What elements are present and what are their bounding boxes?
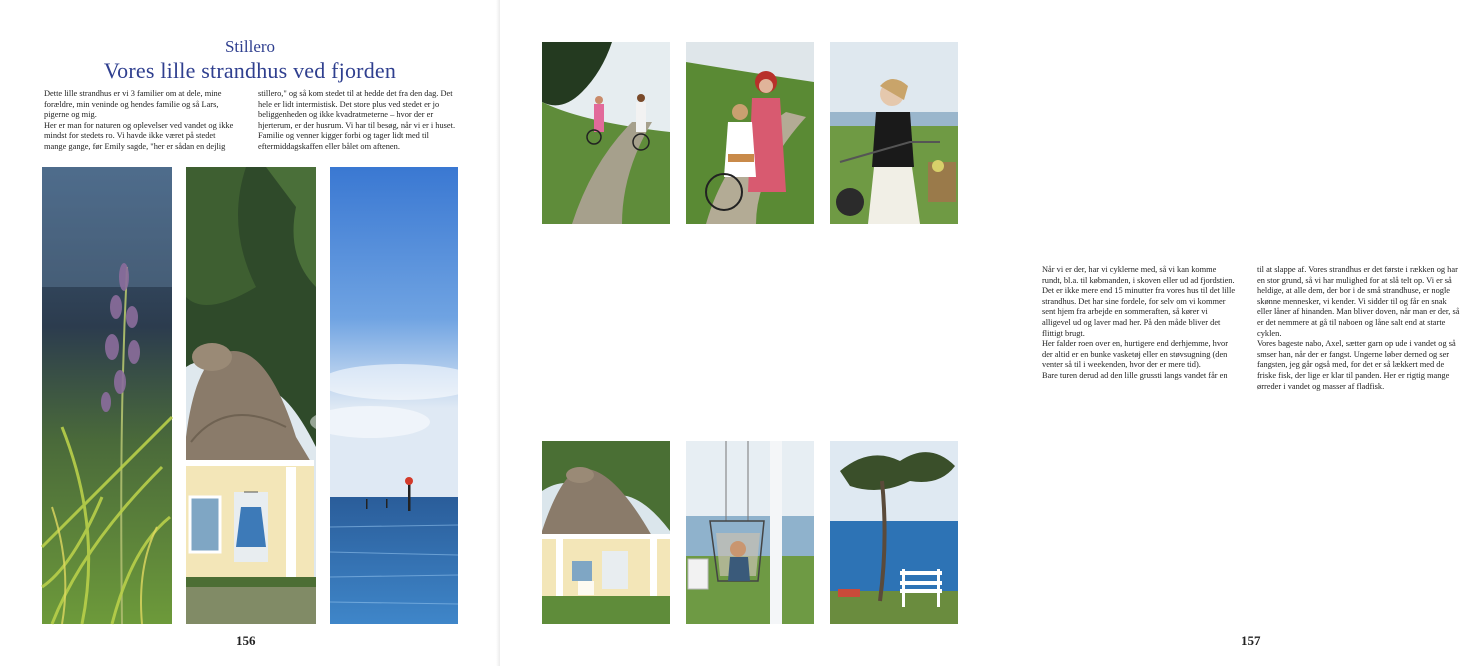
paragraph: Dette lille strandhus er vi 3 familier om at dele, mine forældre, min veninde og hendes familie og så Lars, pigerne og mig.	[44, 89, 222, 120]
paragraph: Her er man for naturen og oplevelser ved vandet og ikke mindst for stedets ro. Vi havde ikke været på stedet mange gange, før Emily sagde, "her er sådan en dejlig	[44, 120, 234, 151]
paragraph: Det er ikke mere end 15 minutter fra vores hus til det lille strandhus. Det har sine fordele, for selv om vi kommer sent hjem fra arbejde en sommeraften, så kører vi alligevel ud og laver mad her. På den måde bliver det flittigt brugt.	[1042, 286, 1236, 338]
photo-house-porch	[542, 441, 670, 624]
photo-thatched-house	[186, 167, 316, 624]
paragraph: til at slappe af. Vores strandhus er det første i rækken og har en stor grund, så vi har mulighed for at slå telt op. Vi er så heldige, at alle dem, der bor i de små strandhuse, er nogle skønne mennesker, vi kender. Vi sidder til og får en snak eller låner af hinanden. Man bliver doven, når man er der, så er det nemmere at gå til naboen og låne salt end at starte cyklen.	[1257, 265, 1460, 338]
left-page	[0, 0, 500, 666]
right-column-1	[1042, 265, 1237, 382]
paragraph: Vores bageste nabo, Axel, sætter garn op ude i vandet og så smser han, når der er fangst. Ungerne løber derned og ser fangsten, jeg går også med, for det er så lækkert med de friske fisk, der lige er klar til panden. Her er rigtig mange ørreder i vandet og masser af fladfisk.	[1257, 339, 1456, 391]
paragraph: stillero," og så kom stedet til at hedde det fra den dag. Det hele er lidt intermistisk. Det store plus ved stedet er jo beliggenheden og ikke kvadratmeterne – hvor der er hjerterum, er der husrum. Vi har til besøg, når vi er i huset. Familie og venner kigger forbi og tager lidt med til eftermiddagskaffen eller bålet om aftenen.	[258, 89, 456, 151]
page-number-right: 157	[1241, 633, 1261, 648]
photo-mother-daughter-bike	[686, 42, 814, 224]
right-column-2	[1257, 265, 1462, 392]
article-title: Vores lille strandhus ved fjorden	[103, 58, 397, 83]
left-column-2	[258, 89, 460, 153]
page-number-left: 156	[236, 633, 256, 648]
paragraph: Når vi er der, har vi cyklerne med, så vi kan komme rundt, bl.a. til købmanden, i skoven eller ud ad fjordstien.	[1042, 265, 1235, 285]
paragraph: Her falder roen over en, hurtigere end derhjemme, hvor der altid er en bunke vasketøj eller en støvsugning (den venter så til i weekenden, hvor der er mere tid).	[1042, 339, 1229, 370]
left-column-1	[44, 89, 236, 153]
right-page	[500, 0, 1460, 666]
photo-reed-grass	[42, 167, 172, 624]
photo-hammock-girl	[686, 441, 814, 624]
photo-woman-bike-basket	[830, 42, 958, 224]
photo-girls-cycling	[542, 42, 670, 224]
section-kicker: Stillero	[224, 37, 276, 56]
paragraph: Bare turen derud ad den lille grussti langs vandet får en	[1042, 370, 1228, 380]
photo-tree-bench	[830, 441, 958, 624]
photo-fjord-buoy	[330, 167, 458, 624]
